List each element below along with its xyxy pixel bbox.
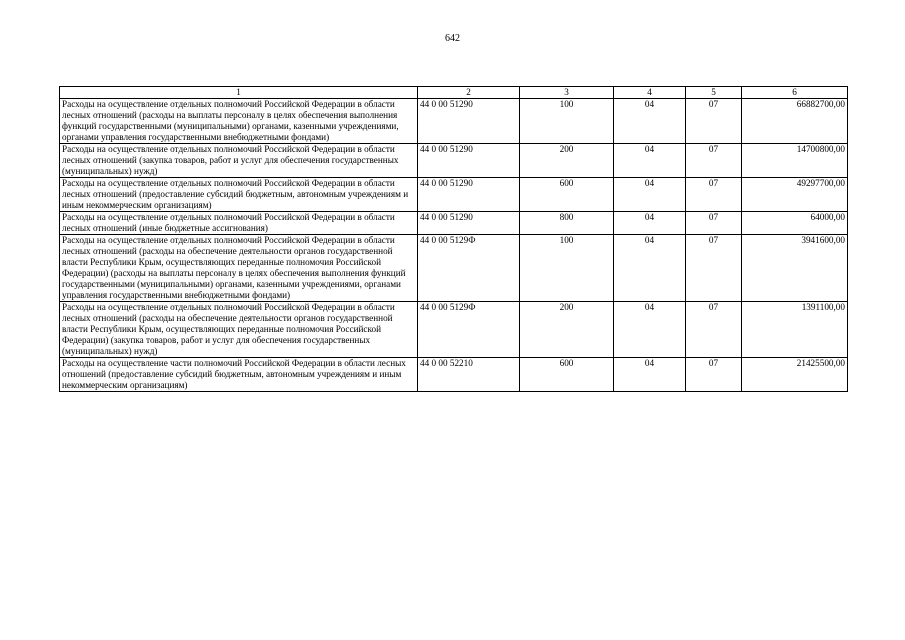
row-amount: 64000,00 — [742, 212, 848, 235]
row-description: Расходы на осуществление отдельных полномочий Российской Федерации в области лесных отношений (предоставление субсидий бюджетным, автономным учреждениям и иным некоммерческим организациям) — [60, 178, 418, 212]
row-section: 04 — [614, 178, 686, 212]
table-row — [60, 302, 848, 358]
row-type: 200 — [520, 302, 614, 358]
table-header — [60, 87, 848, 99]
column-header-3: 3 — [520, 87, 614, 99]
row-subsection: 07 — [686, 99, 742, 144]
column-header-4: 4 — [614, 87, 686, 99]
row-subsection: 07 — [686, 144, 742, 178]
row-description: Расходы на осуществление отдельных полномочий Российской Федерации в области лесных отношений (расходы на выплаты персоналу в целях обеспечения выполнения функций государственными (муниципальными) органами, казенными учреждениями, органами управления государственными внебюджетными фондами) — [60, 99, 418, 144]
column-header-6: 6 — [742, 87, 848, 99]
row-code: 44 0 00 52210 — [418, 358, 520, 392]
row-description: Расходы на осуществление отдельных полномочий Российской Федерации в области лесных отношений (расходы на обеспечение деятельности органов государственной власти Республики Крым, осуществляющих переданные полномочия Российской Федерации) (закупка товаров, работ и услуг для обеспечения государственных (муниципальных) нужд) — [60, 302, 418, 358]
table-body — [60, 99, 848, 392]
row-section: 04 — [614, 235, 686, 302]
row-subsection: 07 — [686, 212, 742, 235]
row-amount: 66882700,00 — [742, 99, 848, 144]
row-code: 44 0 00 5129Ф — [418, 235, 520, 302]
table-row — [60, 144, 848, 178]
row-code: 44 0 00 51290 — [418, 99, 520, 144]
row-code: 44 0 00 51290 — [418, 144, 520, 178]
row-subsection: 07 — [686, 302, 742, 358]
row-section: 04 — [614, 144, 686, 178]
row-type: 100 — [520, 99, 614, 144]
row-amount: 21425500,00 — [742, 358, 848, 392]
row-type: 200 — [520, 144, 614, 178]
row-type: 600 — [520, 358, 614, 392]
row-code: 44 0 00 5129Ф — [418, 302, 520, 358]
row-description: Расходы на осуществление части полномочий Российской Федерации в области лесных отношений (предоставление субсидий бюджетным, автономным учреждениям и иным некоммерческим организациям) — [60, 358, 418, 392]
table-row — [60, 358, 848, 392]
row-code: 44 0 00 51290 — [418, 178, 520, 212]
row-amount: 3941600,00 — [742, 235, 848, 302]
row-code: 44 0 00 51290 — [418, 212, 520, 235]
row-section: 04 — [614, 358, 686, 392]
row-type: 100 — [520, 235, 614, 302]
row-type: 800 — [520, 212, 614, 235]
column-header-5: 5 — [686, 87, 742, 99]
row-section: 04 — [614, 302, 686, 358]
table-row — [60, 99, 848, 144]
row-amount: 1391100,00 — [742, 302, 848, 358]
row-description: Расходы на осуществление отдельных полномочий Российской Федерации в области лесных отношений (закупка товаров, работ и услуг для обеспечения государственных (муниципальных) нужд) — [60, 144, 418, 178]
row-subsection: 07 — [686, 178, 742, 212]
page-number: 642 — [445, 33, 460, 44]
row-description: Расходы на осуществление отдельных полномочий Российской Федерации в области лесных отношений (расходы на обеспечение деятельности органов государственной власти Республики Крым, осуществляющих переданные полномочия Российской Федерации) (расходы на выплаты персоналу в целях обеспечения выполнения функций государственными (муниципальными) органами, казенными учреждениями, органами управления государственными внебюджетными фондами) — [60, 235, 418, 302]
table-row — [60, 178, 848, 212]
row-type: 600 — [520, 178, 614, 212]
column-header-2: 2 — [418, 87, 520, 99]
table-row — [60, 235, 848, 302]
row-amount: 49297700,00 — [742, 178, 848, 212]
row-amount: 14700800,00 — [742, 144, 848, 178]
header-row — [60, 87, 848, 99]
column-header-1: 1 — [60, 87, 418, 99]
table-row — [60, 212, 848, 235]
row-section: 04 — [614, 99, 686, 144]
row-subsection: 07 — [686, 358, 742, 392]
budget-table — [59, 86, 848, 392]
row-section: 04 — [614, 212, 686, 235]
row-subsection: 07 — [686, 235, 742, 302]
row-description: Расходы на осуществление отдельных полномочий Российской Федерации в области лесных отношений (иные бюджетные ассигнования) — [60, 212, 418, 235]
